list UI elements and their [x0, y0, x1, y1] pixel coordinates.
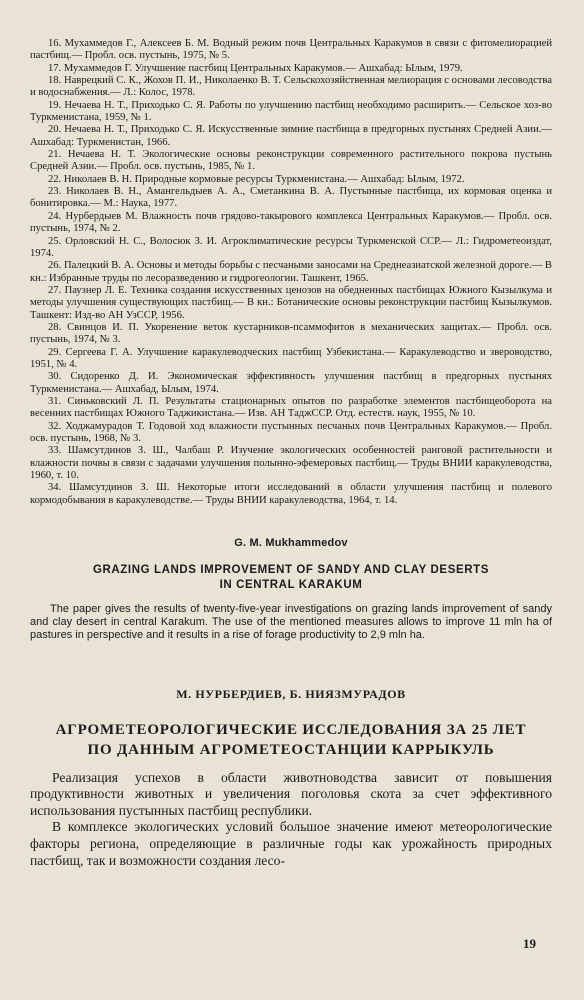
reference-item: 25. Орловский Н. С., Волосюк З. И. Агроклиматические ресурсы Туркменской ССР.— Л.: Гидрометеоиздат, 1974.: [30, 235, 552, 259]
reference-item: 27. Паузнер Л. Е. Техника создания искусственных ценозов на обедненных пастбищах Южного Кызылкума и методы улучшения существующих пастбищ.— В кн.: Ботанические основы реконструкции пастбищ Кызылкумов. Ташкент: Изд-во АН УзССР, 1956.: [30, 284, 552, 321]
article-title: [30, 720, 552, 760]
reference-item: 33. Шамсутдинов З. Ш., Чалбаш Р. Изучение экологических особенностей ранговой растительности и влажности почвы в связи с задачами улучшения полынно-эфемеровых пастбищ.— Труды ВНИИ каракулеводства, 1960, т. 10.: [30, 445, 552, 482]
abstract-title: [30, 563, 552, 593]
abstract-title-line: IN CENTRAL KARAKUM: [219, 579, 363, 592]
article: [30, 687, 552, 870]
article-title-line: АГРОМЕТЕОРОЛОГИЧЕСКИЕ ИССЛЕДОВАНИЯ ЗА 25 ЛЕТ: [55, 721, 527, 738]
reference-item: 22. Николаев В. Н. Природные кормовые ресурсы Туркменистана.— Ашхабад: Ылым, 1972.: [48, 173, 465, 185]
abstract-author: G. M. Mukhammedov: [234, 537, 348, 550]
body-paragraph: Реализация успехов в области животноводства зависит от повышения продуктивности животных и увеличения поголовья скота за счет эффективного использования пустынных пастбищ республики.: [30, 769, 552, 818]
reference-item: 29. Сергеева Г. А. Улучшение каракулеводческих пастбищ Узбекистана.— Каракулеводство и звероводство, 1951, № 4.: [30, 346, 552, 370]
abstract-text: The paper gives the results of twenty-five-year investigations on grazing lands improvement of sandy and clay desert in central Karakum. The use of the mentioned measures allows to improve 11 mln ha of pastures in perspective and it results in a rise of forage productivity to 2,9 mln ha.: [30, 603, 552, 642]
page-number: 19: [523, 936, 536, 951]
reference-item: 19. Нечаева Н. Т., Приходько С. Я. Работы по улучшению пастбищ необходимо расширить.— Сельское хоз-во Туркменистана, 1959, № 1.: [30, 99, 552, 124]
article-authors: М. НУРБЕРДИЕВ, Б. НИЯЗМУРАДОВ: [176, 686, 406, 701]
reference-item: 24. Нурбердыев М. Влажность почв грядово-такырового комплекса Центральных Каракумов.— Пробл. осв. пустынь, 1974, № 2.: [30, 210, 552, 235]
article-body: [30, 770, 552, 870]
abstract-title-line: GRAZING LANDS IMPROVEMENT OF SANDY AND CLAY DESERTS: [92, 564, 490, 577]
reference-item: 17. Мухаммедов Г. Улучшение пастбищ Центральных Каракумов.— Ашхабад: Ылым, 1979.: [48, 62, 463, 74]
reference-item: 18. Наврецкий С. К., Жохов П. И., Николаенко В. Т. Сельскохозяйственная мелиорация с основами лесоводства и водоснабжения.— Л.: Колос, 1978.: [30, 75, 552, 99]
reference-item: 31. Синьковский Л. П. Результаты стационарных опытов по разработке элементов пастбищеоборота на весенних пастбищах Южного Таджикистана.— Изв. АН ТаджССР. Отд. естеств. наук, 1955, № 10.: [30, 395, 552, 420]
reference-item: 32. Ходжамурадов Т. Годовой ход влажности пустынных песчаных почв Центральных Каракумов.— Пробл. осв. пустынь, 1968, № 3.: [30, 420, 552, 444]
article-title-line: ПО ДАННЫМ АГРОМЕТЕОСТАНЦИИ КАРРЫКУЛЬ: [87, 741, 495, 758]
body-paragraph: В комплексе экологических условий большое значение имеют метеорологические факторы региона, определяющие в различные годы как урожайность природных пастбищ, так и возможности создания лесо-: [30, 819, 552, 868]
reference-item: 28. Свинцов И. П. Укоренение веток кустарников-псаммофитов в механических защитах.— Пробл. осв. пустынь, 1974, № 3.: [30, 321, 552, 346]
reference-item: 16. Мухаммедов Г., Алексеев Б. М. Водный режим почв Центральных Каракумов в связи с фитомелиорацией пастбищ.— Пробл. осв. пустынь, 1975, № 5.: [30, 38, 552, 62]
english-abstract: [30, 537, 552, 643]
reference-list: [30, 38, 552, 507]
reference-item: 26. Палецкий В. А. Основы и методы борьбы с песчаными заносами на Среднеазиатской железной дороге.— В кн.: Избранные труды по лесоразведению и гидрогеологии. Ташкент, 1965.: [30, 260, 552, 284]
reference-item: 21. Нечаева Н. Т. Экологические основы реконструкции современного растительного покрова пустынь Средней Азии.— Пробл. осв. пустынь, 1985, № 1.: [30, 149, 552, 173]
reference-item: 20. Нечаева Н. Т., Приходько С. Я. Искусственные зимние пастбища в предгорных пустынях Средней Азии.— Ашхабад: Туркменистан, 1966.: [30, 124, 552, 148]
reference-item: 23. Николаев В. Н., Амангельдыев А. А., Сметанкина В. А. Пустынные пастбища, их кормовая оценка и бонитировка.— М.: Наука, 1977.: [30, 186, 552, 210]
reference-item: 34. Шамсутдинов З. Ш. Некоторые итоги исследований в области улучшения пастбищ и полевого кормодобывания в каракулеводстве.— Труды ВНИИ каракулеводства, 1964, т. 14.: [30, 482, 552, 506]
reference-item: 30. Сидоренко Д. И. Экономическая эффективность улучшения пастбищ в предгорных пустынях Туркменистана.— Ашхабад, Ылым, 1974.: [30, 371, 552, 395]
